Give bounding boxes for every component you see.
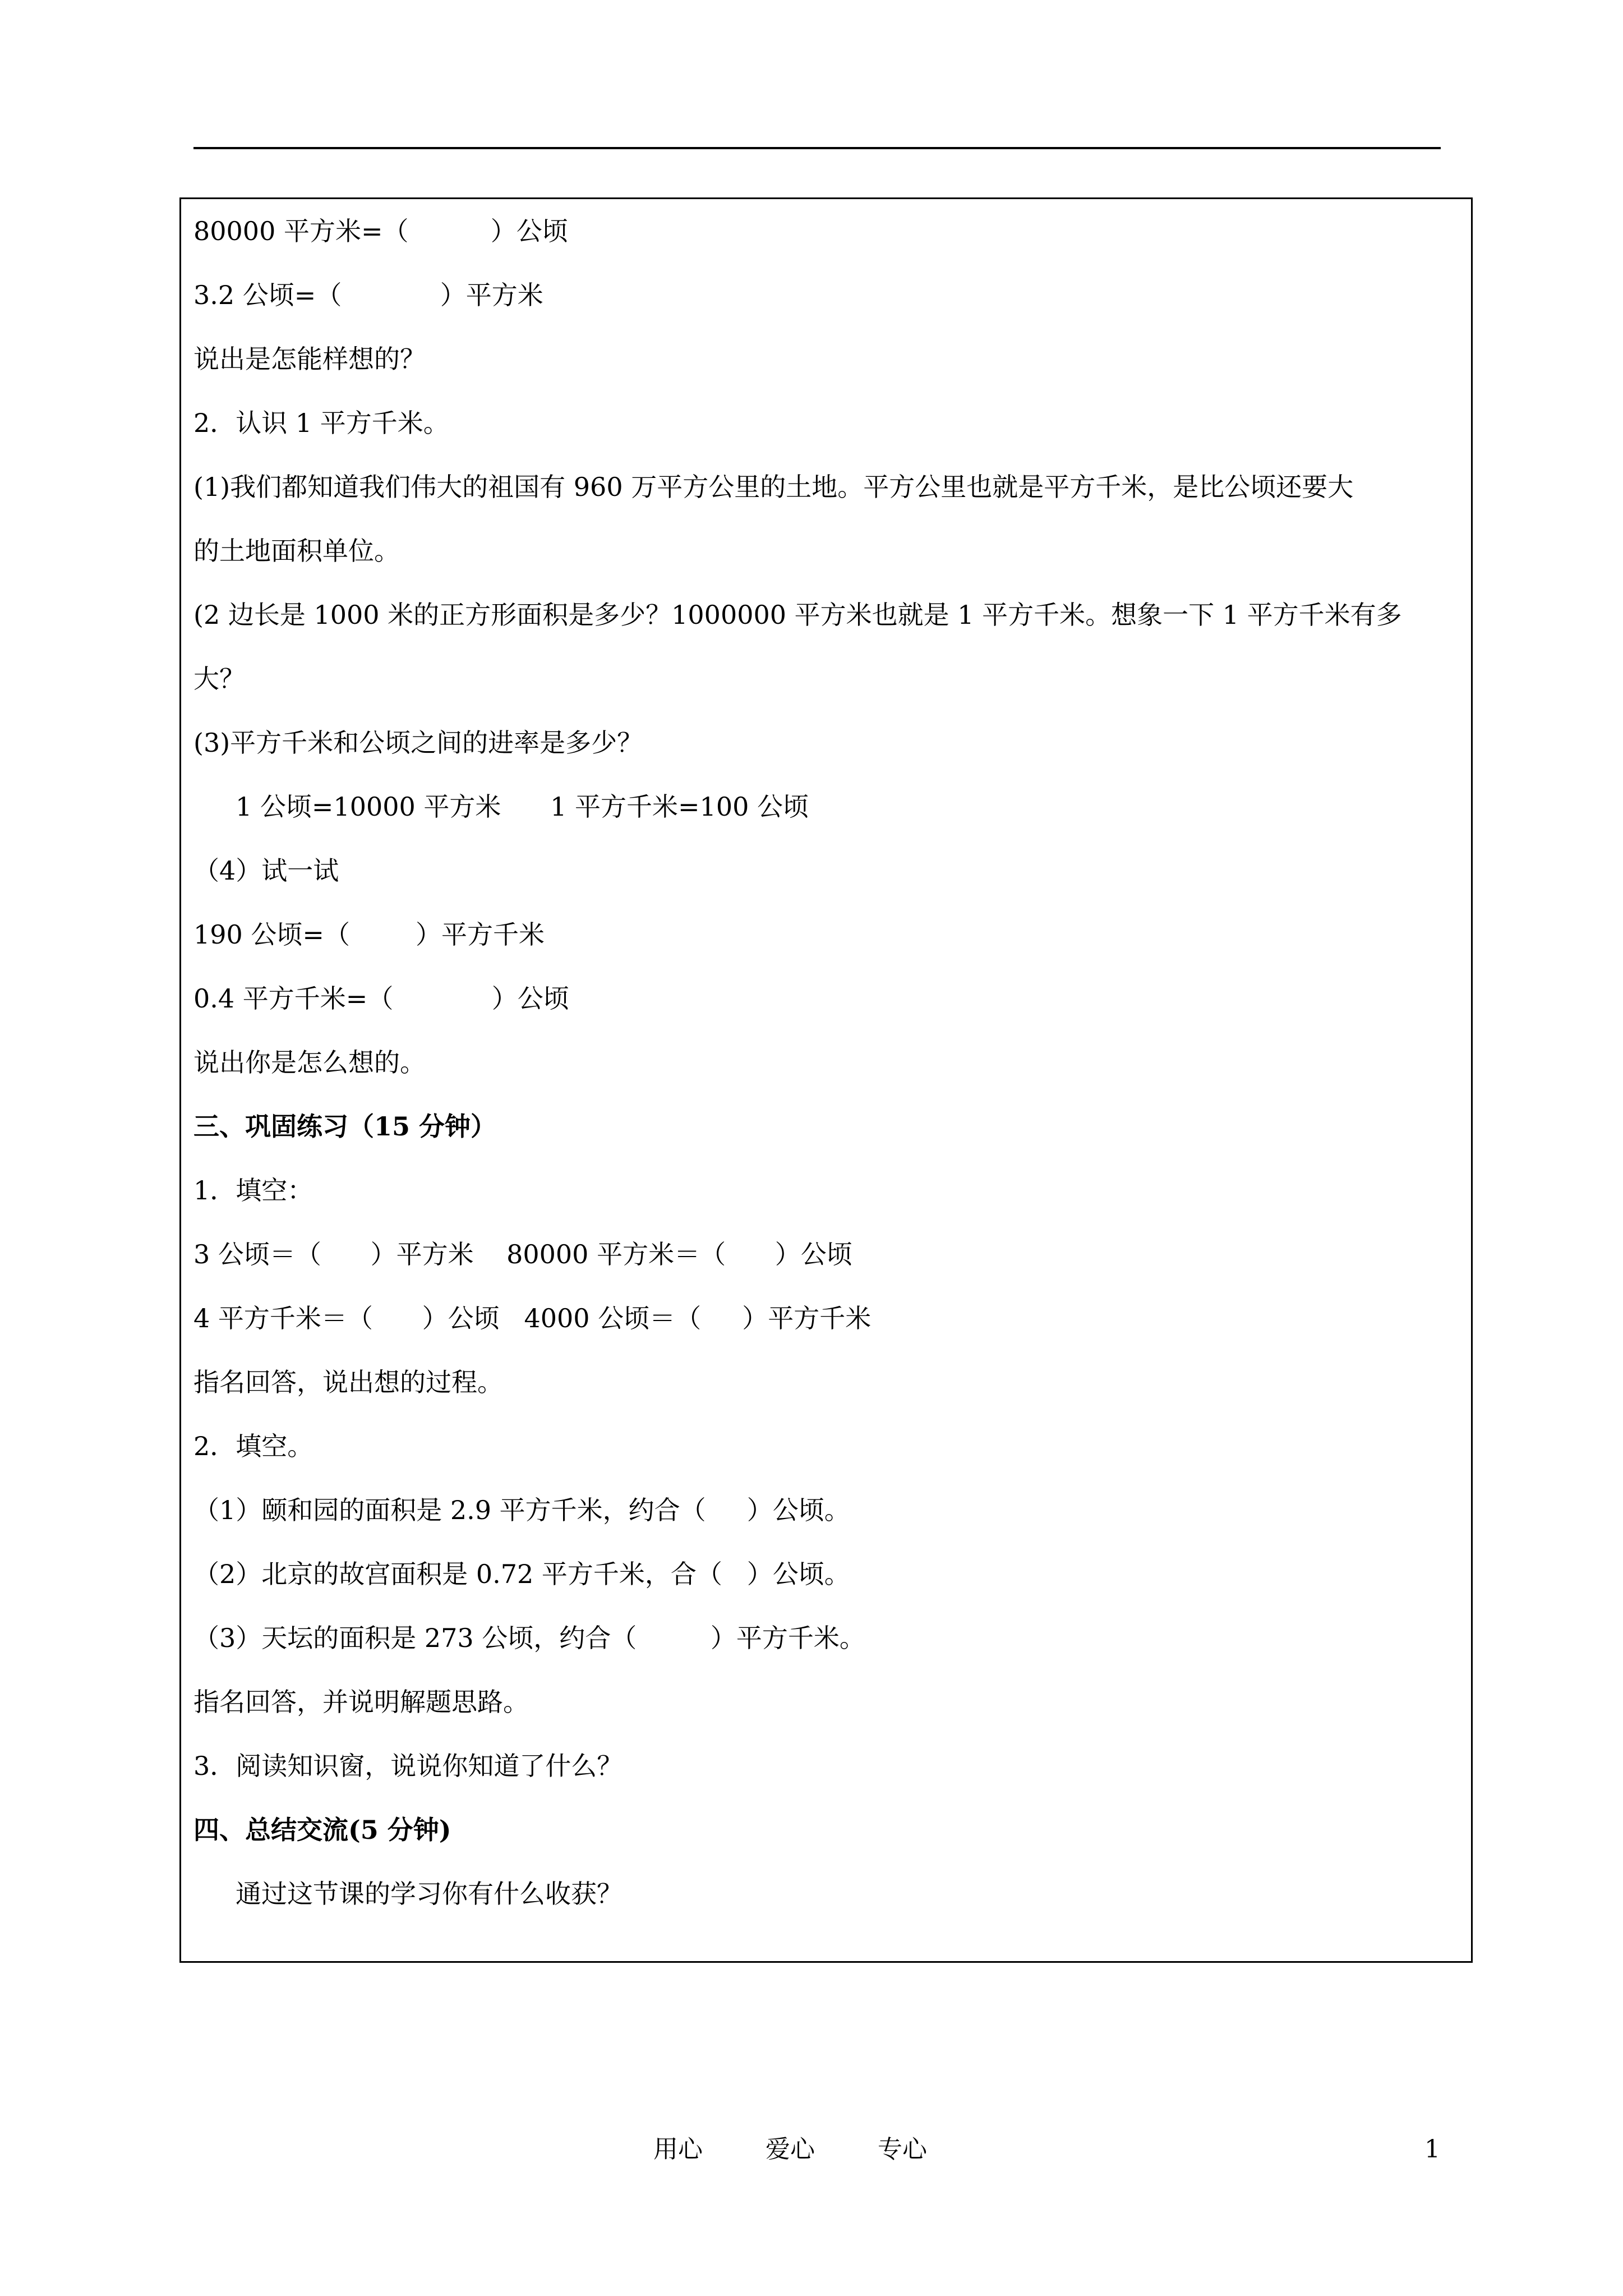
footer-motto-2: 爱心 [766,2135,815,2164]
text-line: 大？ [193,664,245,694]
text-line: (1)我们都知道我们伟大的祖国有 960 万平方公里的土地。平方公里也就是平方千米，是比公顷还要大 [193,472,1354,502]
text-line: (3)平方千米和公顷之间的进率是多少？ [193,728,643,758]
text-line: 0.4 平方千米=（ ）公顷 [193,983,569,1014]
footer-motto-3: 专心 [878,2135,927,2164]
text-line: 指名回答，说出想的过程。 [193,1367,503,1397]
text-line: 1．填空： [193,1175,313,1205]
text-line: 指名回答，并说明解题思路。 [193,1687,529,1717]
text-line: （4）试一试 [193,855,339,886]
text-line: (2 边长是 1000 米的正方形面积是多少？1000000 平方米也就是 1 平方千米。想象一下 1 平方千米有多 [193,600,1402,630]
text-line: 3 公顷＝（ ）平方米 80000 平方米＝（ ）公顷 [193,1239,852,1269]
page-number: 1 [1424,2135,1440,2164]
text-line: （2）北京的故宫面积是 0.72 平方千米，合（ ）公顷。 [193,1559,850,1589]
text-line: 通过这节课的学习你有什么收获？ [236,1879,623,1909]
text-line: 2．认识 1 平方千米。 [193,408,449,438]
text-line: 说出是怎能样想的？ [193,344,426,374]
footer-motto-1: 用心 [653,2135,703,2164]
text-line: 80000 平方米=（ ）公顷 [193,216,568,246]
text-line: 2．填空。 [193,1431,313,1461]
header-rule [193,147,1441,149]
text-line: 4 平方千米＝（ ）公顷 4000 公顷＝（ ）平方千米 [193,1303,872,1333]
text-line: 1 公顷=10000 平方米 1 平方千米=100 公顷 [236,792,809,822]
text-line: （3）天坛的面积是 273 公顷，约合（ ）平方千米。 [193,1623,865,1653]
section-heading: 四、总结交流(5 分钟) [193,1815,451,1845]
text-line: 3.2 公顷=（ ）平方米 [193,280,543,310]
text-line: 190 公顷=（ ）平方千米 [193,919,545,950]
text-line: 说出你是怎么想的。 [193,1047,426,1078]
text-line: （1）颐和园的面积是 2.9 平方千米，约合（ ）公顷。 [193,1495,850,1525]
section-heading: 三、巩固练习（15 分钟） [193,1111,497,1142]
text-line: 的土地面积单位。 [193,536,400,566]
text-line: 3．阅读知识窗，说说你知道了什么？ [193,1751,623,1781]
